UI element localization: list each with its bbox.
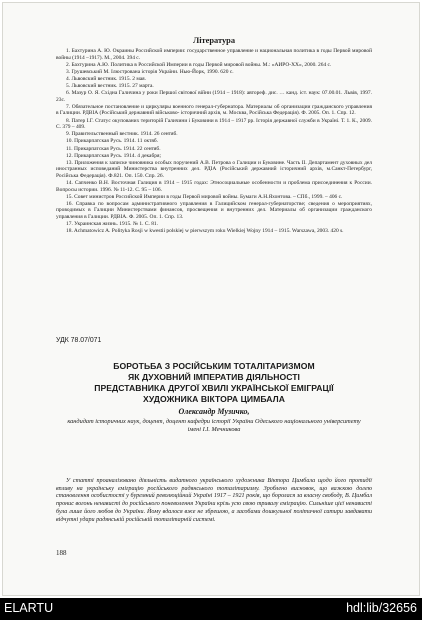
- handle-link[interactable]: hdl:lib/32656: [346, 601, 417, 615]
- literature-section: [56, 36, 372, 235]
- article-title-line: ЯК ДУХОВНИЙ ІМПЕРАТИВ ДІЯЛЬНОСТІ: [128, 372, 300, 383]
- reference-item: 16. Справка по вопросам административного управления в Галицийском генерал-губернаторстве; сведения о мероприятиях, проводимых в Галиции Министерствами финансов, просвещения и внутренних дел. Материалы об организации гражданского управления в Галиции. РДВІА. Ф. 2005. Оп. 1. Спр. 13.: [56, 200, 372, 221]
- reference-item: 13. Приложения к записке чиновника особых поручений А.В. Петрова о Галиции и Буковине. Часть II. Департамент духовных дел иностранных исповеданий Министерства внутренних дел. РДІА (Російський державний історичний архів, м.Санкт-Петербург, Російська Федерація). Ф.821. Оп. 150. Спр. 26.: [56, 159, 372, 179]
- reference-item: 9. Правительственный вестник. 1914. 26 сентяб.: [66, 131, 178, 138]
- repository-name: ELARTU: [4, 601, 54, 615]
- reference-item: 8. Патер І.Г. Статус окупованих територій Галичини і Буковини в 1914 – 1917 рр. Історія державної служби в Україні. Т. 1. К., 2009. С. 379 – 409.: [56, 117, 372, 131]
- author-name: Олександр Музичко,: [178, 407, 250, 416]
- reference-list: [56, 48, 372, 235]
- reference-item: 7. Обязательное постановление и циркуляры военного генерал-губернатора. Материалы об организации гражданского управления в Галиции. РДВІА (Російський державний військово- історичний архів, м. Москва, Російська Федерація). Ф. 2005. Оп. 1. Спр. 12.: [56, 103, 372, 117]
- reference-item: 1. Бахтурина А. Ю. Окраины Российской империи: государственное управление и национальная политика в годы Первой мировой войны (1914 –1917). М., 2004. 394 с.: [56, 48, 372, 61]
- reference-item: 10. Прикарпатская Русь. 1914. 11 октяб.: [66, 138, 159, 145]
- reference-item: 12. Прикарпатская Русь. 1914. 4 декабря;: [66, 152, 161, 159]
- reference-item: 17. Украинская жизнь. 1915. № 1. С. 81.: [66, 221, 159, 228]
- reference-item: 3. Грушевський М. Ілюстрована історія України. Нью-Йорк, 1990. 620 с.: [66, 68, 234, 75]
- article-title-line: БОРОТЬБА З РОСІЙСЬКИМ ТОТАЛІТАРИЗМОМ: [113, 361, 315, 371]
- article-abstract: У статті проаналізовано діяльність видатного українського художника Віктора Цимбала щодо його протидії впливу на українську еміграцію російського радянського тоталітаризму. Зроблено висновок, що важкою долею становлення особистості у буремний революційний Україні 1917 – 1921 років, що боролася за власну свободу, В. Цимбал пронис вогонь ненависті до російського поневолення України крізь усю свою тривалу еміграцію. Сильніше цієї ненависті була лише його любов до України. Йому вдалося вже не збрешою, а засобами дошкульної політичної сатири завдавати відчутні удари радянській російській тоталітарній системі.: [56, 478, 372, 523]
- reference-item: 18. Achmatowicz A. Polityka Rosji w kwestii polskiej w pierwszym roku Wielkiej Wojny 1914 – 1915. Warszawa, 2003. 420 s.: [66, 228, 344, 235]
- author-affiliation: кандидат історичних наук, доцент, доцент кафедри історії України Одеського національного університету імені І.І. Мечникова: [67, 418, 361, 433]
- article-title: [56, 361, 372, 405]
- page-number: 188: [56, 549, 67, 557]
- reference-item: 15. Совет министров Российской Империи в годы Первой мировой войны. Бумаги А.Н.Яхонтова. – СПб., 1999. – 406 с.: [66, 193, 343, 200]
- article-title-line: ПРЕДСТАВНИКА ДРУГОЇ ХВИЛІ УКРАЇНСЬКОЇ ЕМІГРАЦІЇ: [94, 383, 334, 394]
- article-title-line: ХУДОЖНИКА ВІКТОРА ЦИМБАЛА: [143, 394, 285, 405]
- reference-item: 14. Сапченко В.Н. Восточная Галиция в 1914 – 1915 годах: Этносоциальные особенности и проблема присоединения к России. Вопросы истории. 1996. № 11-12. С. 95 – 106.: [56, 180, 372, 193]
- repository-footer: [0, 598, 422, 620]
- reference-item: 6. Мазур О. Я. Східна Галичина у роки Першої світової війни (1914 – 1918): автореф. дис. … канд. іст. наук: 07.00.01. Львів, 1997. 23с.: [56, 90, 372, 103]
- reference-item: 2. Бахтурина А.Ю. Политика в Российской Империи в годы Первой мировой войны. М.: «АИРО-ХХ», 2000. 264 с.: [66, 61, 332, 68]
- reference-item: 11. Прикарпатская Русь. 1914. 22 сентяб.: [66, 145, 161, 152]
- reference-item: 4. Львовский вестник. 1915. 2 мая.: [66, 75, 147, 82]
- reference-item: 5. Львовский вестник. 1915. 27 марта.: [66, 83, 154, 90]
- literature-heading: Література: [192, 36, 236, 45]
- udc-code: УДК 78.07/071: [56, 337, 102, 344]
